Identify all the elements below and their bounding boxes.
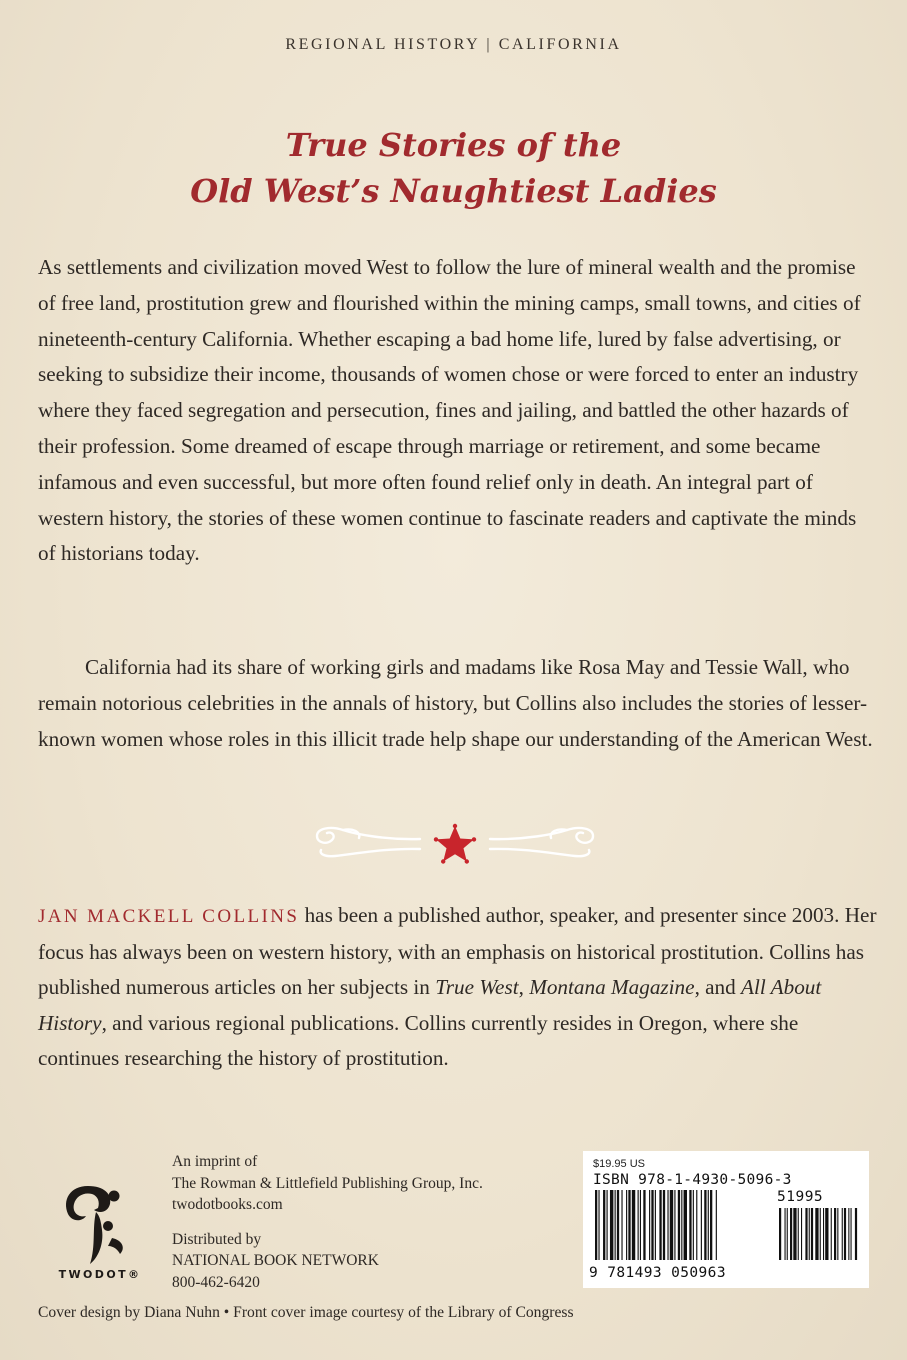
star-icon — [434, 824, 476, 864]
bio-text-b: , and various regional publications. Collins currently resides in Oregon, where she continues researching the history of prostitution. — [38, 1010, 799, 1071]
barcode-ean-number: 9 781493 050963 — [589, 1265, 726, 1281]
distributor-name: NATIONAL BOOK NETWORK — [172, 1252, 379, 1270]
headline — [0, 122, 907, 214]
headline-line-1: True Stories of the — [285, 126, 622, 164]
headline-line-2: Old West’s Naughtiest Ladies — [190, 172, 717, 210]
description-paragraph-1: As settlements and civilization moved West to follow the lure of mineral wealth and the promise of free land, prostitution grew and flourished within the mining camps, small towns, and cities of nineteenth-century California. Whether escaping a bad home life, lured by false advertising, or seeking to subsidize their income, thousands of women chose or were forced to enter an industry where they faced segregation and persecution, fines and jailing, and battled the other hazards of their profession. Some dreamed of escape through marriage or retirement, and some became infamous and even successful, but more often found relief only in death. An integral part of western history, the stories of these women continue to fascinate readers and captivate the minds of historians today. — [38, 255, 861, 566]
bio-sep-1: , — [518, 975, 530, 1000]
publication-3: All About History — [38, 975, 822, 1035]
imprint-label: An imprint of — [172, 1153, 258, 1170]
distributor-phone: 800-462-6420 — [172, 1273, 260, 1291]
star-ornament — [305, 814, 605, 874]
barcode-block — [583, 1151, 869, 1288]
publisher-website: twodotbooks.com — [172, 1196, 283, 1214]
cover-credits: Cover design by Diana Nuhn • Front cover image courtesy of the Library of Congress — [38, 1304, 574, 1321]
description-paragraph-2: California had its share of working girls and madams like Rosa May and Tessie Wall, who remain notorious celebrities in the annals of history, but Collins also includes the stories of lesser-known women whose roles in this illicit trade help shape our understanding of the American West. — [38, 655, 873, 751]
twodot-wordmark: TWODOT® — [58, 1268, 142, 1281]
imprint-info — [172, 1151, 483, 1294]
author-name: JAN MACKELL COLLINS — [38, 906, 300, 927]
imprint-name: The Rowman & Littlefield Publishing Group, Inc. — [172, 1174, 483, 1192]
flourish-left — [317, 828, 420, 856]
bio-sep-2: , and — [694, 975, 742, 1000]
price-label: $19.95 US — [593, 1158, 645, 1170]
distributed-label: Distributed by — [172, 1230, 262, 1248]
twodot-logo-icon — [48, 1168, 158, 1280]
isbn-label: ISBN 978-1-4930-5096-3 — [593, 1172, 792, 1188]
publication-1: True West — [435, 975, 519, 1000]
author-bio — [38, 898, 878, 1077]
barcode-addon-number: 51995 — [777, 1189, 824, 1205]
category-label: REGIONAL HISTORY | CALIFORNIA — [285, 36, 622, 53]
bio-text-a: has been a published author, speaker, and presenter since 2003. Her focus has always been on western history, with an emphasis on historical prostitution. Collins has published numerous articles on her subjects in — [38, 903, 877, 1000]
flourish-right — [490, 828, 593, 856]
publication-2: Montana Magazine — [529, 975, 695, 1000]
